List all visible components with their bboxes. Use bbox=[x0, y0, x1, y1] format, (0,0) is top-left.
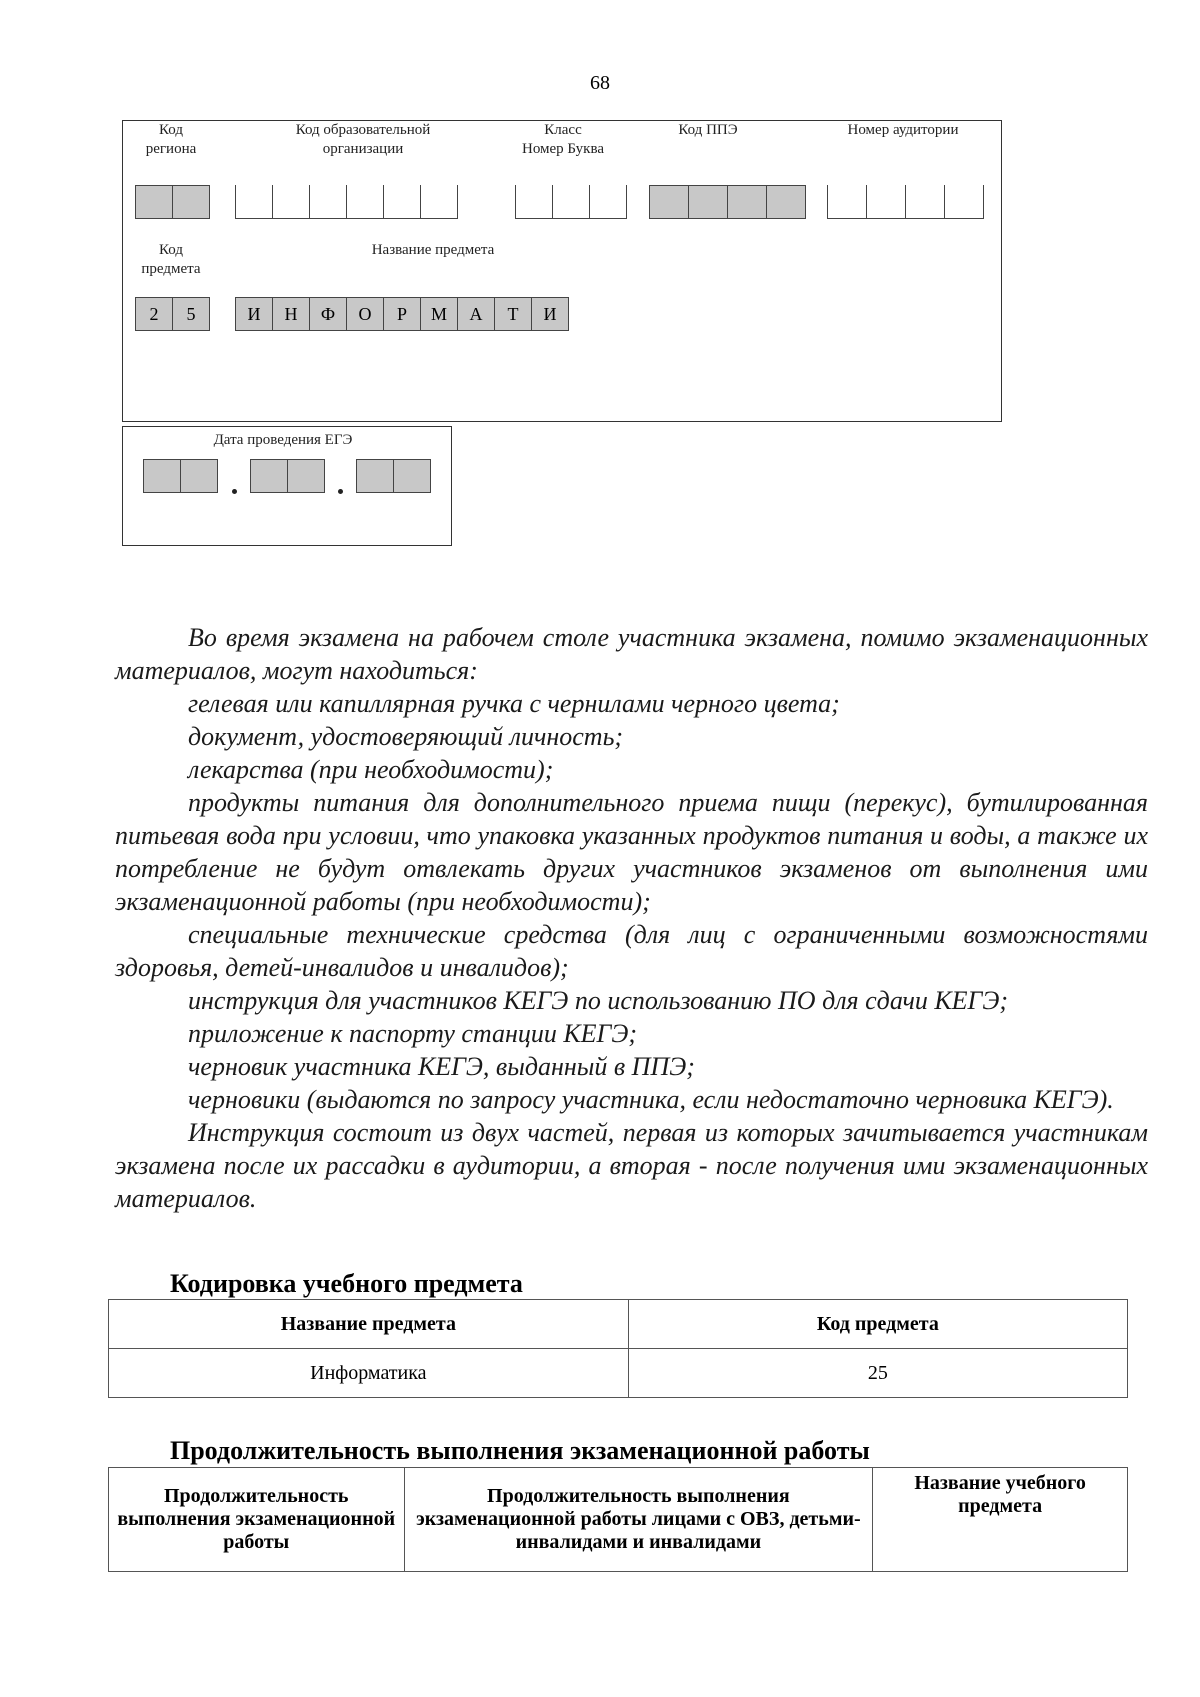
cell bbox=[866, 185, 906, 219]
duration-heading: Продолжительность выполнения экзаменационной работы bbox=[170, 1436, 870, 1465]
page-number: 68 bbox=[590, 72, 610, 94]
room-number-cells bbox=[827, 185, 984, 219]
table-header-row bbox=[109, 1300, 1128, 1349]
ppe-code-cells bbox=[649, 185, 806, 219]
cell bbox=[766, 185, 806, 219]
cell bbox=[356, 459, 394, 493]
cell bbox=[552, 185, 590, 219]
paragraph: черновики (выдаются по запросу участника, если недостаточно черновика КЕГЭ). bbox=[188, 1085, 1114, 1114]
cell bbox=[135, 185, 173, 219]
cell bbox=[420, 185, 458, 219]
subject-code-digit: 2 bbox=[135, 297, 173, 331]
duration-table bbox=[108, 1467, 1128, 1572]
table-cell: 25 bbox=[628, 1349, 1127, 1398]
cell bbox=[589, 185, 627, 219]
subject-code-digit: 5 bbox=[172, 297, 210, 331]
exam-date-box bbox=[122, 426, 452, 546]
paragraph: документ, удостоверяющий личность; bbox=[188, 722, 624, 751]
cell bbox=[346, 185, 384, 219]
table-header: Продолжительность выполнения экзаменационной работы bbox=[109, 1468, 405, 1572]
subject-name-cells bbox=[235, 297, 569, 331]
org-code-cells bbox=[235, 185, 458, 219]
date-separator bbox=[338, 489, 343, 494]
cell bbox=[383, 185, 421, 219]
cell bbox=[688, 185, 728, 219]
subject-letter: И bbox=[531, 297, 569, 331]
cell bbox=[235, 185, 273, 219]
paragraph: лекарства (при необходимости); bbox=[188, 755, 554, 784]
cell bbox=[287, 459, 325, 493]
paragraph: инструкция для участников КЕГЭ по использованию ПО для сдачи КЕГЭ; bbox=[188, 986, 1009, 1015]
exam-date-label: Дата проведения ЕГЭ bbox=[213, 432, 353, 448]
cell bbox=[515, 185, 553, 219]
paragraph: Во время экзамена на рабочем столе участника экзамена, помимо экзаменационных материалов, могут находиться: bbox=[115, 623, 1148, 685]
paragraph: продукты питания для дополнительного приема пищи (перекус), бутилированная питьевая вода при условии, что упаковка указанных продуктов питания и воды, а также их потребление не будут отвлекать других участников экзаменов от выполнения ими экзаменационной работы (при необходимости); bbox=[115, 788, 1148, 916]
region-code-label: Код региона bbox=[145, 122, 197, 157]
ppe-code-label: Код ППЭ bbox=[678, 122, 738, 138]
room-number-label: Номер аудитории bbox=[847, 122, 959, 138]
subject-name-label: Название предмета bbox=[371, 242, 495, 258]
cell bbox=[649, 185, 689, 219]
subject-letter: Р bbox=[383, 297, 421, 331]
cell bbox=[944, 185, 984, 219]
class-cells bbox=[515, 185, 627, 219]
org-code-label: Код образовательной организации bbox=[295, 122, 431, 157]
coding-table bbox=[108, 1299, 1128, 1398]
subject-letter: Т bbox=[494, 297, 532, 331]
paragraph: приложение к паспорту станции КЕГЭ; bbox=[188, 1019, 638, 1048]
table-header: Код предмета bbox=[628, 1300, 1127, 1349]
table-cell: Информатика bbox=[109, 1349, 629, 1398]
cell bbox=[905, 185, 945, 219]
cell bbox=[727, 185, 767, 219]
subject-letter: И bbox=[235, 297, 273, 331]
region-code-cells bbox=[135, 185, 210, 219]
table-header: Название учебного предмета bbox=[873, 1468, 1128, 1572]
subject-code-label: Код предмета bbox=[141, 242, 201, 277]
exam-day-cells bbox=[143, 459, 218, 493]
coding-heading: Кодировка учебного предмета bbox=[170, 1269, 523, 1298]
table-header: Название предмета bbox=[109, 1300, 629, 1349]
table-header: Продолжительность выполнения экзаменационной работы лицами с ОВЗ, детьми-инвалидами и инвалидами bbox=[404, 1468, 873, 1572]
subject-letter: М bbox=[420, 297, 458, 331]
paragraph: Инструкция состоит из двух частей, первая из которых зачитывается участникам экзамена после их рассадки в аудитории, а вторая - после получения ими экзаменационных материалов. bbox=[115, 1118, 1148, 1213]
cell bbox=[272, 185, 310, 219]
paragraph: черновик участника КЕГЭ, выданный в ППЭ; bbox=[188, 1052, 695, 1081]
subject-letter: Н bbox=[272, 297, 310, 331]
subject-code-cells bbox=[135, 297, 210, 331]
cell bbox=[393, 459, 431, 493]
paragraph: специальные технические средства (для лиц с ограниченными возможностями здоровья, детей-инвалидов и инвалидов); bbox=[115, 920, 1148, 982]
date-separator bbox=[232, 489, 237, 494]
cell bbox=[250, 459, 288, 493]
subject-letter: А bbox=[457, 297, 495, 331]
class-label: Класс Номер Буква bbox=[521, 122, 605, 157]
paragraph: гелевая или капиллярная ручка с чернилами черного цвета; bbox=[188, 689, 840, 718]
cell bbox=[172, 185, 210, 219]
table-header-row bbox=[109, 1468, 1128, 1572]
cell bbox=[827, 185, 867, 219]
exam-month-cells bbox=[250, 459, 325, 493]
registration-form bbox=[122, 120, 1002, 422]
cell bbox=[180, 459, 218, 493]
exam-year-cells bbox=[356, 459, 431, 493]
body-text bbox=[115, 621, 1148, 1215]
table-row bbox=[109, 1349, 1128, 1398]
cell bbox=[143, 459, 181, 493]
subject-letter: Ф bbox=[309, 297, 347, 331]
cell bbox=[309, 185, 347, 219]
subject-letter: О bbox=[346, 297, 384, 331]
